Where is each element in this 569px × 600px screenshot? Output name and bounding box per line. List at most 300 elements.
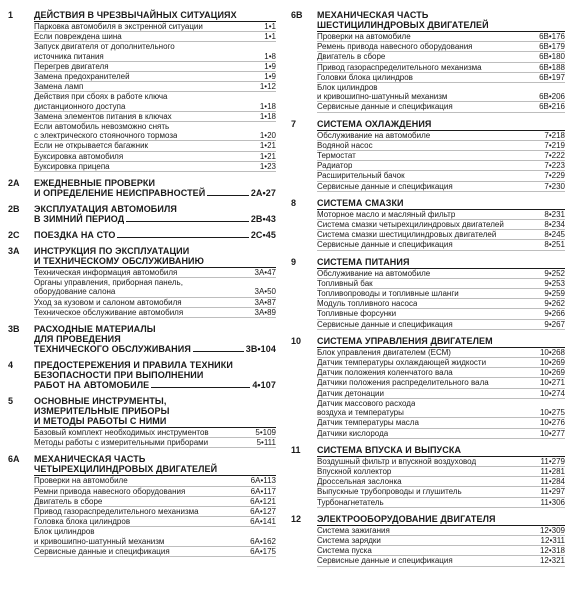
section-heading [4, 454, 276, 476]
section-title[interactable] [34, 10, 276, 22]
toc-entry-title [34, 547, 170, 556]
toc-entry-page-number: 12•321 [539, 556, 565, 566]
toc-entry-title-line: Если повреждена шина [34, 32, 122, 42]
toc-entry-title [34, 507, 199, 516]
section-title-line: И МЕТОДЫ РАБОТЫ С НИМИ [34, 416, 167, 427]
section-page-number: 2В•43 [250, 214, 276, 225]
toc-entry-title [34, 278, 183, 296]
toc-entry-title-line: Топливные форсунки [317, 309, 397, 319]
toc-section-2в [4, 204, 276, 224]
toc-entry[interactable] [317, 546, 565, 556]
toc-entry-page-number: 8•245 [544, 230, 565, 240]
section-heading [287, 119, 565, 131]
section-title-line: РАСХОДНЫЕ МАТЕРИАЛЫ [34, 324, 156, 335]
section-title-line: ИЗМЕРИТЕЛЬНЫЕ ПРИБОРЫ [34, 406, 170, 417]
toc-entry-page-number: 9•253 [544, 278, 565, 288]
toc-entry-page-number: 6А•117 [250, 486, 276, 496]
toc-entry-page-number: 1•20 [259, 131, 276, 141]
toc-entry-page-number: 12•309 [539, 525, 565, 535]
toc-entry[interactable] [317, 63, 565, 73]
toc-entry-title [317, 546, 372, 555]
toc-entry-page-number: 11•279 [540, 456, 565, 466]
toc-entry-title [317, 457, 476, 466]
section-entries [34, 268, 276, 318]
toc-entry[interactable] [317, 52, 565, 62]
toc-entry[interactable] [317, 477, 565, 487]
leader-line [126, 221, 249, 222]
section-number: 4 [8, 360, 14, 371]
toc-entry-title-line: Сервисные данные и спецификация [317, 181, 453, 191]
toc-entry-title [317, 182, 453, 191]
section-heading [4, 360, 276, 390]
section-number: 8 [291, 197, 297, 208]
toc-entry-title-line: и кривошипно-шатунный механизм [34, 536, 165, 546]
toc-entry-page-number: 8•251 [544, 240, 565, 250]
toc-section-7 [287, 119, 565, 192]
toc-entry[interactable] [317, 389, 565, 399]
toc-entry-title [317, 477, 402, 486]
leader-line [117, 237, 248, 238]
toc-entry[interactable] [317, 429, 565, 439]
toc-left-column [4, 10, 276, 563]
toc-entry[interactable] [34, 507, 276, 517]
toc-entry-title [317, 556, 453, 565]
toc-entry-page-number: 11•306 [540, 497, 565, 507]
toc-entry[interactable] [317, 358, 565, 368]
section-entries [317, 457, 565, 508]
toc-entry[interactable] [34, 438, 276, 448]
toc-entry-title [317, 42, 473, 51]
toc-entry-title-line: Техническое обслуживание автомобиля [34, 307, 184, 317]
section-title-line: БЕЗОПАСНОСТИ ПРИ ВЫПОЛНЕНИИ [34, 370, 204, 381]
toc-entry-page-number: 1•23 [259, 161, 276, 171]
toc-entry[interactable] [34, 32, 276, 42]
toc-entry-page-number: 1•8 [264, 51, 276, 61]
section-entries [34, 476, 276, 557]
toc-entry[interactable] [34, 112, 276, 122]
toc-entry-title [317, 429, 388, 438]
toc-entry-page-number: 5•111 [256, 438, 276, 448]
toc-entry[interactable] [34, 308, 276, 318]
toc-entry-page-number: 10•276 [539, 418, 565, 428]
section-heading [287, 257, 565, 269]
toc-entry[interactable] [34, 268, 276, 278]
section-number: 2В [8, 204, 20, 215]
toc-entry-title [317, 32, 411, 41]
toc-entry-page-number: 6В•206 [539, 92, 565, 102]
toc-entry[interactable] [317, 102, 565, 112]
toc-entry[interactable] [317, 299, 565, 309]
toc-entry[interactable] [34, 82, 276, 92]
toc-entry-title-line: Двигатель в сборе [34, 496, 103, 506]
toc-entry-title-line: Система пуска [317, 546, 372, 556]
toc-entry-title [317, 389, 384, 398]
toc-entry-page-number: 6В•197 [539, 72, 565, 82]
toc-entry-page-number: 10•269 [539, 358, 565, 368]
toc-entry-title [34, 141, 148, 150]
toc-entry-title-line: Моторное масло и масляный фильтр [317, 209, 456, 219]
toc-entry-page-number: 1•21 [259, 151, 276, 161]
toc-entry-title-line: Базовый комплект необходимых инструментов [34, 428, 209, 438]
section-title-line: ЕЖЕДНЕВНЫЕ ПРОВЕРКИ [34, 178, 156, 189]
toc-entry-page-number: 10•271 [539, 378, 565, 388]
toc-entry[interactable] [317, 536, 565, 546]
toc-entry-title [317, 289, 459, 298]
section-page-number: 3В•104 [245, 344, 276, 355]
toc-entry[interactable] [317, 131, 565, 141]
toc-entry-title [34, 428, 209, 437]
toc-entry-title-line: Датчики кислорода [317, 428, 389, 438]
toc-entry-page-number: 7•229 [544, 171, 565, 181]
toc-section-5 [4, 396, 276, 448]
section-title-line: СИСТЕМА УПРАВЛЕНИЯ ДВИГАТЕЛЕМ [317, 335, 493, 346]
toc-entry-title [317, 368, 453, 377]
toc-entry-page-number: 1•9 [264, 61, 276, 71]
toc-entry-page-number: 9•266 [544, 309, 565, 319]
toc-entry-page-number: 6В•188 [539, 62, 565, 72]
section-entries [34, 428, 276, 448]
toc-entry-page-number: 11•297 [540, 487, 565, 497]
toc-entry[interactable] [317, 309, 565, 319]
toc-entry-page-number: 6А•141 [250, 517, 276, 527]
section-title-line: МЕХАНИЧЕСКАЯ ЧАСТЬ [317, 10, 429, 20]
section-title-line: СИСТЕМА ВПУСКА И ВЫПУСКА [317, 444, 462, 455]
section-entries [34, 22, 276, 172]
toc-entry-title [317, 358, 486, 367]
toc-entry-page-number: 12•318 [539, 546, 565, 556]
toc-entry-title [317, 498, 384, 507]
toc-section-6а [4, 454, 276, 557]
section-heading [4, 204, 276, 224]
toc-entry-title-line: Датчик температуры охлаждающей жидкости [317, 358, 487, 368]
toc-entry-title-line: Блок цилиндров [317, 83, 378, 93]
toc-section-12 [287, 514, 565, 567]
toc-entry-title-line: Обслуживание на автомобиле [317, 130, 431, 140]
section-title-line: И ТЕХНИЧЕСКОМУ ОБСЛУЖИВАНИЮ [34, 256, 204, 267]
toc-entry[interactable] [34, 547, 276, 557]
toc-section-3в [4, 324, 276, 354]
section-title[interactable] [34, 396, 276, 428]
toc-entry-title [317, 141, 373, 150]
toc-entry-title-line: Буксировка прицепа [34, 161, 110, 171]
toc-entry-page-number: 10•268 [539, 347, 565, 357]
toc-section-1 [4, 10, 276, 172]
toc-entry[interactable] [34, 122, 276, 141]
section-title[interactable] [317, 445, 565, 457]
section-title-line: ЧЕТЫРЕХЦИЛИНДРОВЫХ ДВИГАТЕЛЕЙ [34, 464, 218, 475]
toc-entry-title [317, 348, 451, 357]
toc-entry-page-number: 3А•87 [254, 297, 276, 307]
toc-entry-title-line: Воздушный фильтр и впускной воздуховод [317, 456, 477, 466]
section-heading [4, 324, 276, 354]
toc-entry-title [317, 269, 430, 278]
toc-entry-title [34, 112, 172, 121]
toc-entry[interactable] [34, 141, 276, 151]
toc-entry[interactable] [317, 151, 565, 161]
toc-entry-page-number: 3А•89 [254, 307, 276, 317]
toc-entry-title-line: Блок управления двигателем (ЕСМ) [317, 347, 451, 357]
toc-entry[interactable] [34, 42, 276, 61]
toc-entry[interactable] [34, 152, 276, 162]
toc-entry[interactable] [317, 171, 565, 181]
toc-entry[interactable] [317, 399, 565, 418]
toc-entry-title-line: дистанционного доступа [34, 101, 126, 111]
section-title[interactable] [34, 360, 276, 390]
toc-entry-page-number: 10•274 [539, 388, 565, 398]
section-title-line: ПРЕДОСТЕРЕЖЕНИЯ И ПРАВИЛА ТЕХНИКИ [34, 360, 233, 371]
leader-line [151, 387, 250, 388]
section-title[interactable] [34, 454, 276, 476]
section-number: 11 [291, 444, 301, 455]
toc-entry-title [317, 220, 504, 229]
toc-entry-title [317, 467, 391, 476]
toc-entry-title-line: воздуха и температуры [317, 408, 404, 418]
toc-entry[interactable] [34, 476, 276, 486]
section-title-text: ТЕХНИЧЕСКОГО ОБСЛУЖИВАНИЯ [34, 344, 191, 355]
toc-entry-page-number: 1•1 [264, 22, 276, 31]
toc-entry-title-line: Проверки на автомобиле [317, 32, 411, 41]
toc-entry-title-line: Впускной коллектор [317, 466, 392, 476]
section-number: 2С [8, 230, 20, 241]
toc-entry-title [317, 102, 453, 111]
toc-entry-title-line: Ремни привода навесного оборудования [34, 486, 186, 496]
toc-entry-title [317, 161, 352, 170]
toc-entry-title [317, 230, 496, 239]
toc-entry[interactable] [317, 73, 565, 83]
toc-entry-title [317, 399, 415, 417]
toc-entry[interactable] [317, 467, 565, 477]
toc-section-4 [4, 360, 276, 390]
toc-entry-page-number: 6А•113 [250, 476, 276, 486]
toc-entry-title-line: Замена предохранителей [34, 72, 130, 82]
toc-entry[interactable] [317, 348, 565, 358]
toc-entry[interactable] [317, 42, 565, 52]
toc-entry[interactable] [34, 497, 276, 507]
toc-entry[interactable] [34, 517, 276, 527]
toc-entry-title-line: Запуск двигателя от дополнительного [34, 42, 175, 52]
section-number: 1 [8, 10, 14, 20]
toc-entry-title-line: Уход за кузовом и салоном автомобиля [34, 297, 182, 307]
section-title-line [34, 380, 276, 390]
leader-line [207, 195, 248, 196]
toc-entry-title-line: Двигатель в сборе [317, 52, 386, 62]
section-title-line: ЭЛЕКТРООБОРУДОВАНИЕ ДВИГАТЕЛЯ [317, 513, 496, 524]
toc-entry[interactable] [317, 556, 565, 566]
toc-entry[interactable] [317, 161, 565, 171]
toc-entry-title [34, 152, 123, 161]
toc-entry-title-line: Головки блока цилиндров [317, 72, 413, 82]
section-title[interactable] [34, 204, 276, 224]
toc-entry[interactable] [317, 378, 565, 388]
section-number: 6А [8, 454, 20, 465]
section-number: 2А [8, 178, 20, 189]
toc-entry-page-number: 3А•47 [254, 268, 276, 278]
toc-entry[interactable] [317, 83, 565, 102]
section-heading [287, 445, 565, 457]
section-number: 6В [291, 10, 303, 20]
toc-entry-title-line: Обслуживание на автомобиле [317, 268, 431, 278]
section-number: 3А [8, 246, 20, 257]
toc-entry-title-line: Радиатор [317, 161, 353, 171]
section-title-line [34, 230, 276, 240]
section-title[interactable] [317, 10, 565, 32]
toc-entry-title [317, 299, 417, 308]
toc-entry-page-number: 12•311 [540, 535, 565, 545]
toc-entry-page-number: 10•275 [539, 408, 565, 418]
section-title-line: ДЛЯ ПРОВЕДЕНИЯ [34, 334, 121, 345]
toc-entry[interactable] [317, 182, 565, 192]
section-title[interactable] [34, 246, 276, 268]
toc-entry-page-number: 7•230 [544, 181, 565, 191]
toc-entry-page-number: 9•262 [544, 299, 565, 309]
toc-entry-title [317, 151, 356, 160]
toc-entry[interactable] [317, 269, 565, 279]
toc-entry-title-line: Сервисные данные и спецификация [34, 546, 170, 556]
toc-entry-title-line: Замена элементов питания в ключах [34, 111, 172, 121]
toc-entry-title-line: Органы управления, приборная панель, [34, 278, 183, 288]
toc-entry-title [34, 72, 130, 81]
toc-entry-title-line: оборудование салона [34, 287, 116, 297]
toc-entry-title-line: источника питания [34, 51, 104, 61]
toc-entry[interactable] [317, 240, 565, 250]
toc-entry-page-number: 1•21 [259, 141, 276, 151]
toc-entry-title-line: Датчики положения распределительного вала [317, 378, 489, 388]
toc-entry-page-number: 5•109 [255, 428, 276, 438]
toc-entry-title [317, 279, 373, 288]
toc-entry-title-line: Техническая информация автомобиля [34, 268, 178, 278]
section-heading [4, 246, 276, 268]
toc-entry-title-line: Замена ламп [34, 82, 84, 92]
toc-entry-title-line: Расширительный бачок [317, 171, 405, 181]
toc-entry[interactable] [34, 62, 276, 72]
section-title-line [34, 188, 276, 198]
toc-entry[interactable] [34, 22, 276, 32]
toc-entry-title [34, 487, 185, 496]
toc-entry-title [34, 438, 208, 447]
toc-entry-title-line: Датчик массового расхода [317, 398, 416, 408]
section-title-line: ЭКСПЛУАТАЦИЯ АВТОМОБИЛЯ [34, 204, 177, 215]
toc-entry-title-line: Если не открывается багажник [34, 141, 149, 151]
toc-entry-page-number: 10•277 [539, 428, 565, 438]
toc-entry[interactable] [317, 368, 565, 378]
toc-entry-title-line: Система зажигания [317, 525, 390, 535]
toc-entry-title [34, 92, 168, 110]
section-entries [317, 526, 565, 567]
section-heading [4, 178, 276, 198]
section-title-line: ИНСТРУКЦИЯ ПО ЭКСПЛУАТАЦИИ [34, 246, 190, 257]
toc-entry-title-line: Датчик температуры масла [317, 418, 419, 428]
section-title[interactable] [317, 119, 565, 131]
toc-entry-page-number: 10•269 [539, 368, 565, 378]
toc-entry-title-line: Топливный бак [317, 278, 373, 288]
section-title[interactable] [34, 230, 276, 240]
toc-entry[interactable] [34, 298, 276, 308]
toc-entry-page-number: 3А•50 [254, 287, 276, 297]
section-heading [4, 396, 276, 428]
toc-entry-title [34, 42, 175, 60]
toc-entry[interactable] [317, 230, 565, 240]
toc-entry-title-line: Датчик детонации [317, 388, 384, 398]
toc-entry[interactable] [317, 141, 565, 151]
toc-entry-title-line: Турбонагнетатель [317, 497, 384, 507]
toc-entry[interactable] [317, 289, 565, 299]
toc-entry-page-number: 1•18 [259, 111, 276, 121]
toc-entry-page-number: 1•18 [259, 101, 276, 111]
section-heading [287, 514, 565, 526]
section-title-line: ШЕСТИЦИЛИНДРОВЫХ ДВИГАТЕЛЕЙ [317, 20, 489, 30]
section-number: 3В [8, 324, 20, 335]
section-page-number: 2С•45 [250, 230, 276, 241]
toc-entry-title-line: Сервисные данные и спецификация [317, 240, 453, 250]
toc-entry[interactable] [34, 487, 276, 497]
section-entries [317, 269, 565, 330]
toc-entry-page-number: 6А•127 [250, 507, 276, 517]
toc-entry-title [34, 32, 122, 41]
toc-entry-page-number: 6А•121 [250, 496, 276, 506]
toc-entry-title-line: Если автомобиль невозможно снять [34, 122, 170, 132]
toc-entry[interactable] [317, 32, 565, 42]
toc-entry[interactable] [34, 92, 276, 111]
section-title[interactable] [317, 257, 565, 269]
toc-entry[interactable] [317, 279, 565, 289]
toc-entry-page-number: 11•284 [540, 477, 565, 487]
toc-entry[interactable] [317, 526, 565, 536]
toc-entry[interactable] [317, 210, 565, 220]
toc-entry-title [317, 83, 447, 101]
toc-entry[interactable] [34, 72, 276, 82]
toc-entry-title [317, 487, 462, 496]
toc-entry[interactable] [34, 162, 276, 172]
toc-entry-page-number: 9•267 [544, 319, 565, 329]
toc-entry-title [34, 476, 128, 485]
toc-entry[interactable] [317, 457, 565, 467]
toc-entry-title [34, 527, 164, 545]
toc-entry-title-line: Дроссельная заслонка [317, 477, 402, 487]
toc-entry-page-number: 9•259 [544, 289, 565, 299]
toc-right-column [287, 10, 565, 573]
section-entries [317, 131, 565, 192]
section-heading [4, 230, 276, 240]
toc-entry-title [317, 536, 381, 545]
toc-entry[interactable] [317, 498, 565, 508]
toc-entry[interactable] [317, 418, 565, 428]
section-title[interactable] [34, 178, 276, 198]
section-title-line [34, 344, 276, 354]
toc-entry[interactable] [34, 278, 276, 297]
toc-entry-title-line: Топливопроводы и топливные шланги [317, 289, 459, 299]
toc-entry[interactable] [34, 527, 276, 546]
toc-entry[interactable] [317, 320, 565, 330]
toc-entry-title [34, 22, 203, 31]
toc-entry-title [317, 320, 453, 329]
toc-entry-title-line: Проверки на автомобиле [34, 476, 128, 486]
toc-entry-title [34, 517, 130, 526]
toc-entry-title-line: Блок цилиндров [34, 527, 95, 537]
section-heading [4, 10, 276, 22]
section-title[interactable] [34, 324, 276, 354]
toc-entry-title [317, 63, 482, 72]
toc-entry[interactable] [317, 220, 565, 230]
toc-entry-title-line: Модуль топливного насоса [317, 299, 418, 309]
section-title[interactable] [317, 198, 565, 210]
section-title[interactable] [317, 514, 565, 526]
section-number: 5 [8, 396, 14, 407]
toc-entry[interactable] [34, 428, 276, 438]
section-title[interactable] [317, 336, 565, 348]
toc-entry-title [34, 162, 110, 171]
toc-entry-title-line: Система зарядки [317, 535, 381, 545]
toc-entry[interactable] [317, 487, 565, 497]
